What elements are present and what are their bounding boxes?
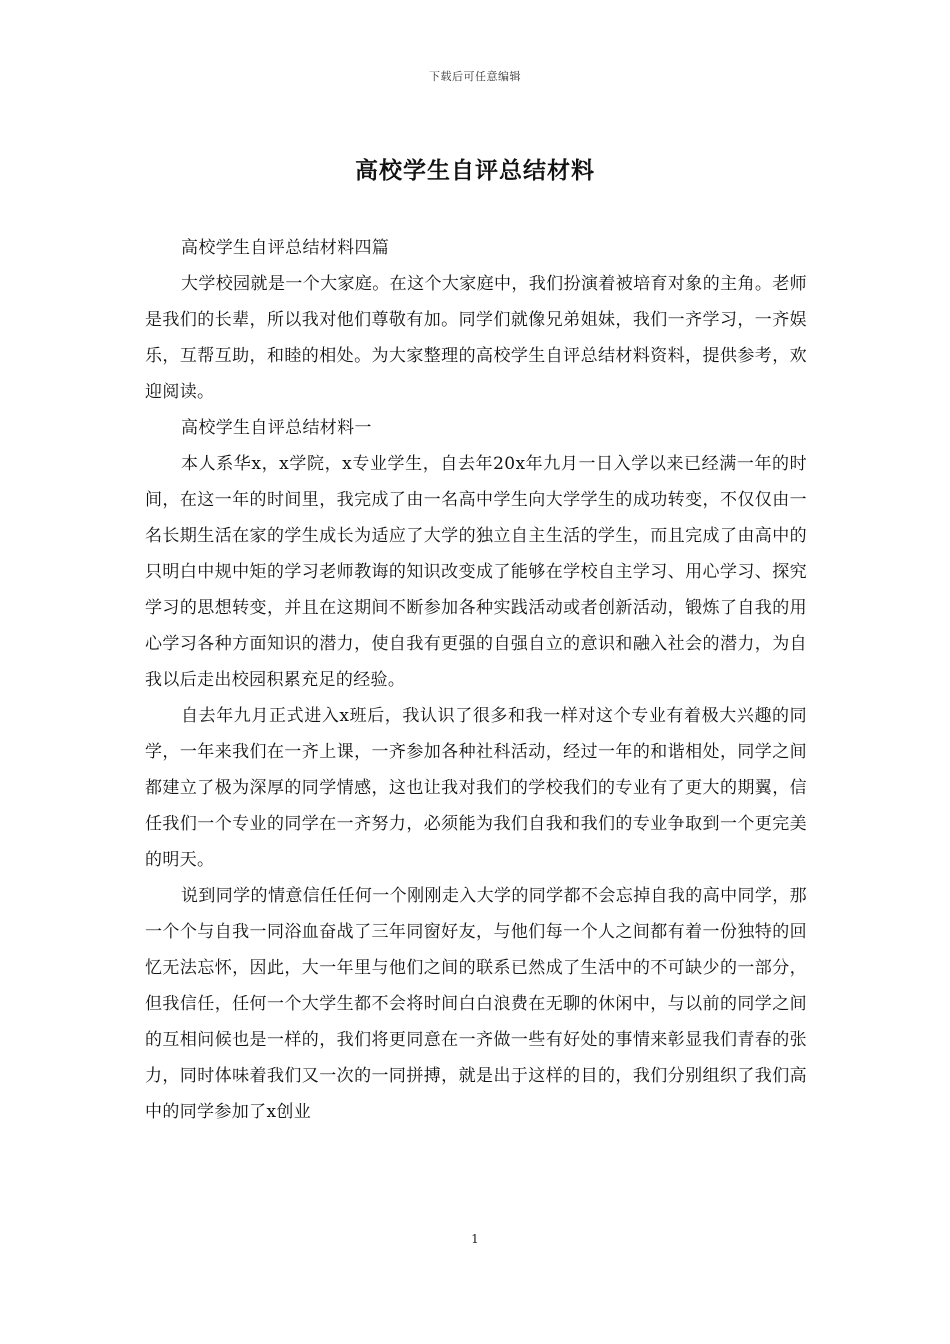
body-paragraph: 自去年九月正式进入x班后，我认识了很多和我一样对这个专业有着极大兴趣的同学，一年来我们在一齐上课，一齐参加各种社科活动，经过一年的和谐相处，同学之间都建立了极为深厚的同学情感，这也让我对我们的学校我们的专业有了更大的期翼，信任我们一个专业的同学在一齐努力，必须能为我们自我和我们的专业争取到一个更完美的明天。 xyxy=(145,706,807,870)
body-paragraph: 本人系华x，x学院，x专业学生，自去年20x年九月一日入学以来已经满一年的时间，在这一年的时间里，我完成了由一名高中学生向大学学生的成功转变，不仅仅由一名长期生活在家的学生成长为适应了大学的独立自主生活的学生，而且完成了由高中的只明白中规中矩的学习老师教诲的知识改变成了能够在学校自主学习、用心学习、探究学习的思想转变，并且在这期间不断参加各种实践活动或者创新活动，锻炼了自我的用心学习各种方面知识的潜力，使自我有更强的自强自立的意识和融入社会的潜力，为自我以后走出校园积累充足的经验。 xyxy=(145,454,807,690)
intro-paragraph: 大学校园就是一个大家庭。在这个大家庭中，我们扮演着被培育对象的主角。老师是我们的长辈，所以我对他们尊敬有加。同学们就像兄弟姐妹，我们一齐学习，一齐娱乐，互帮互助，和睦的相处。为大家整理的高校学生自评总结材料资料，提供参考，欢迎阅读。 xyxy=(145,274,807,402)
document-body xyxy=(145,230,807,1130)
page-number: 1 xyxy=(471,1232,479,1246)
document-title: 高校学生自评总结材料 xyxy=(355,157,595,184)
header-note: 下载后可任意编辑 xyxy=(429,70,521,83)
body-paragraph: 说到同学的情意信任任何一个刚刚走入大学的同学都不会忘掉自我的高中同学，那一个个与自我一同浴血奋战了三年同窗好友，与他们每一个人之间都有着一份独特的回忆无法忘怀，因此，大一年里与他们之间的联系已然成了生活中的不可缺少的一部分，但我信任，任何一个大学生都不会将时间白白浪费在无聊的休闲中，与以前的同学之间的互相问候也是一样的，我们将更同意在一齐做一些有好处的事情来彰显我们青春的张力，同时体味着我们又一次的一同拼搏，就是出于这样的目的，我们分别组织了我们高中的同学参加了x创业 xyxy=(145,886,807,1122)
subtitle-paragraph: 高校学生自评总结材料四篇 xyxy=(181,238,390,258)
section-heading-paragraph: 高校学生自评总结材料一 xyxy=(181,418,372,438)
